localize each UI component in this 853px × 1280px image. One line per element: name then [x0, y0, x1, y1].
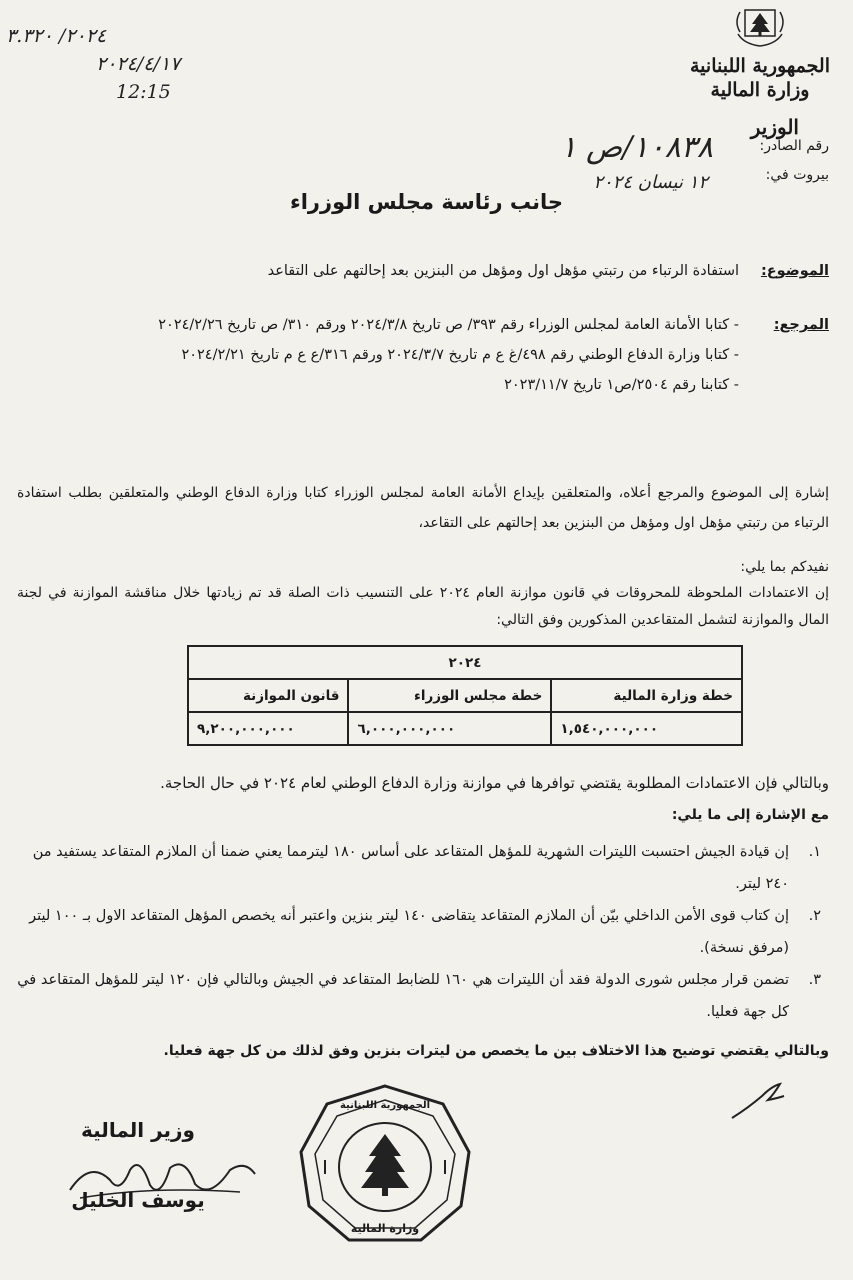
notes-intro: مع الإشارة إلى ما يلي: — [671, 807, 829, 823]
list-item — [17, 964, 829, 1028]
table-header-council: خطة مجلس الوزراء — [348, 679, 551, 712]
reference-item: - كتابا الأمانة العامة لمجلس الوزراء رقم ٣٩٣/ ص تاريخ ٢٠٢٤/٣/٨ ورقم ٣١٠/ ص تاريخ ٢٠٢٤/٢/٢٦ — [158, 317, 739, 333]
subject-row — [17, 256, 829, 286]
addressee: جانب رئاسة مجلس الوزراء — [289, 190, 564, 214]
letterhead — [685, 4, 835, 102]
list-item-text: إن قيادة الجيش احتسبت الليترات الشهرية للمؤهل المتقاعد على أساس ١٨٠ ليترمما يعني ضمنا أن الملازم المتقاعد يستفيد من ٢٤٠ ليتر. — [32, 844, 789, 892]
letterhead-republic: الجمهورية اللبنانية — [690, 55, 830, 77]
reference-item: - كتابنا رقم ٢٥٠٤/ص١ تاريخ ٢٠٢٣/١١/٧ — [504, 377, 739, 393]
inform-line: نفيدكم بما يلي: — [740, 559, 829, 575]
subject-text: استفادة الرتباء من رتبتي مؤهل اول ومؤهل من البنزين بعد إحالتهم على التقاعد — [267, 263, 739, 279]
date-label: بيروت في: — [765, 167, 829, 183]
signature-name: يوسف الخليل — [71, 1188, 205, 1212]
list-item — [17, 836, 829, 900]
table-value-finance: ١,٥٤٠,٠٠٠,٠٠٠ — [551, 712, 742, 745]
cedar-emblem-icon — [730, 4, 790, 50]
subject-label: الموضوع: — [760, 263, 829, 279]
list-item-text: تضمن قرار مجلس شورى الدولة فقد أن الليترات هي ١٦٠ للضابط المتقاعد في الجيش وبالتالي فإن ١٢٠ ليتر للمؤهل المتقاعد في كل جهة فعليا. — [17, 972, 789, 1020]
list-item-number: ٣. — [808, 972, 821, 988]
table-header-budget-law: قانون الموازنة — [188, 679, 348, 712]
ref-label: رقم الصادر: — [759, 138, 829, 154]
signature-title: وزير المالية — [81, 1118, 195, 1142]
para1: إن الاعتمادات الملحوظة للمحروقات في قانون موازنة العام ٢٠٢٤ على التنسيب ذات الصلة قد تم زيادتها خلال مناقشة الموازنة في لجنة المال والموازنة لتشمل المتقاعدين المذكورين وفق التالي: — [17, 585, 829, 628]
seal-top-text: الجمهورية اللبنانية — [339, 1100, 431, 1111]
letterhead-ministry: وزارة المالية — [710, 79, 810, 101]
table-value-budget-law: ٩,٢٠٠,٠٠٠,٠٠٠ — [188, 712, 348, 745]
reference-label: المرجع: — [773, 317, 829, 333]
incoming-stamp-time: 12:15 — [116, 81, 171, 103]
reference-row — [17, 310, 829, 400]
list-item — [17, 900, 829, 964]
header-meta — [750, 115, 829, 185]
seal-bottom-text: وزارة المالية — [350, 1222, 420, 1235]
reference-list — [17, 310, 739, 400]
budget-table — [187, 645, 743, 746]
table-year: ٢٠٢٤ — [188, 646, 742, 679]
intro-paragraph: إشارة إلى الموضوع والمرجع أعلاه، والمتعلقين بإيداع الأمانة العامة لمجلس الوزراء كتابا وزارة الدفاع الوطني والمتعلقين بطلب استفادة الرتباء من رتبتي مؤهل اول ومؤهل من البنزين بعد إحالتهم على التقاعد، — [17, 485, 829, 531]
conclusion: وبالتالي يقتضي توضيح هذا الاختلاف بين ما يخصص من ليترات بنزين وفق لذلك من كل جهة فعليا. — [163, 1043, 829, 1059]
incoming-stamp-number: ٢٠٢٤/ ٣.٣٢٠ — [6, 25, 107, 47]
table-value-council: ٦,٠٠٠,٠٠٠,٠٠٠ — [348, 712, 551, 745]
list-item-text: إن كتاب قوى الأمن الداخلي بيّن أن الملازم المتقاعد يتقاضى ١٤٠ ليتر بنزين واعتبر أنه يخصص المؤهل المتقاعد الاول بـ ١٠٠ ليتر (مرفق نسخة). — [29, 908, 789, 956]
incoming-stamp-date: ٢٠٢٤/٤/١٧ — [96, 53, 181, 75]
ref-number: ١٠٨٣٨/ص ١ — [560, 130, 713, 165]
reference-item: - كتابا وزارة الدفاع الوطني رقم ٤٩٨/غ ع م تاريخ ٢٠٢٤/٣/٧ ورقم ٣١٦/ع ع م تاريخ ٢٠٢٤/٢/٢١ — [181, 347, 739, 363]
checkmark-icon — [728, 1078, 788, 1123]
table-header-finance: خطة وزارة المالية — [551, 679, 742, 712]
incoming-stamp — [6, 22, 216, 106]
minister-label: الوزير — [750, 115, 799, 139]
para2: وبالتالي فإن الاعتمادات المطلوبة يقتضي توافرها في موازنة وزارة الدفاع الوطني لعام ٢٠٢٤ في حال الحاجة. — [160, 774, 829, 792]
list-item-number: ٢. — [808, 908, 821, 924]
list-item-number: ١. — [808, 844, 821, 860]
letter-date: ١٢ نيسان ٢٠٢٤ — [593, 172, 708, 193]
